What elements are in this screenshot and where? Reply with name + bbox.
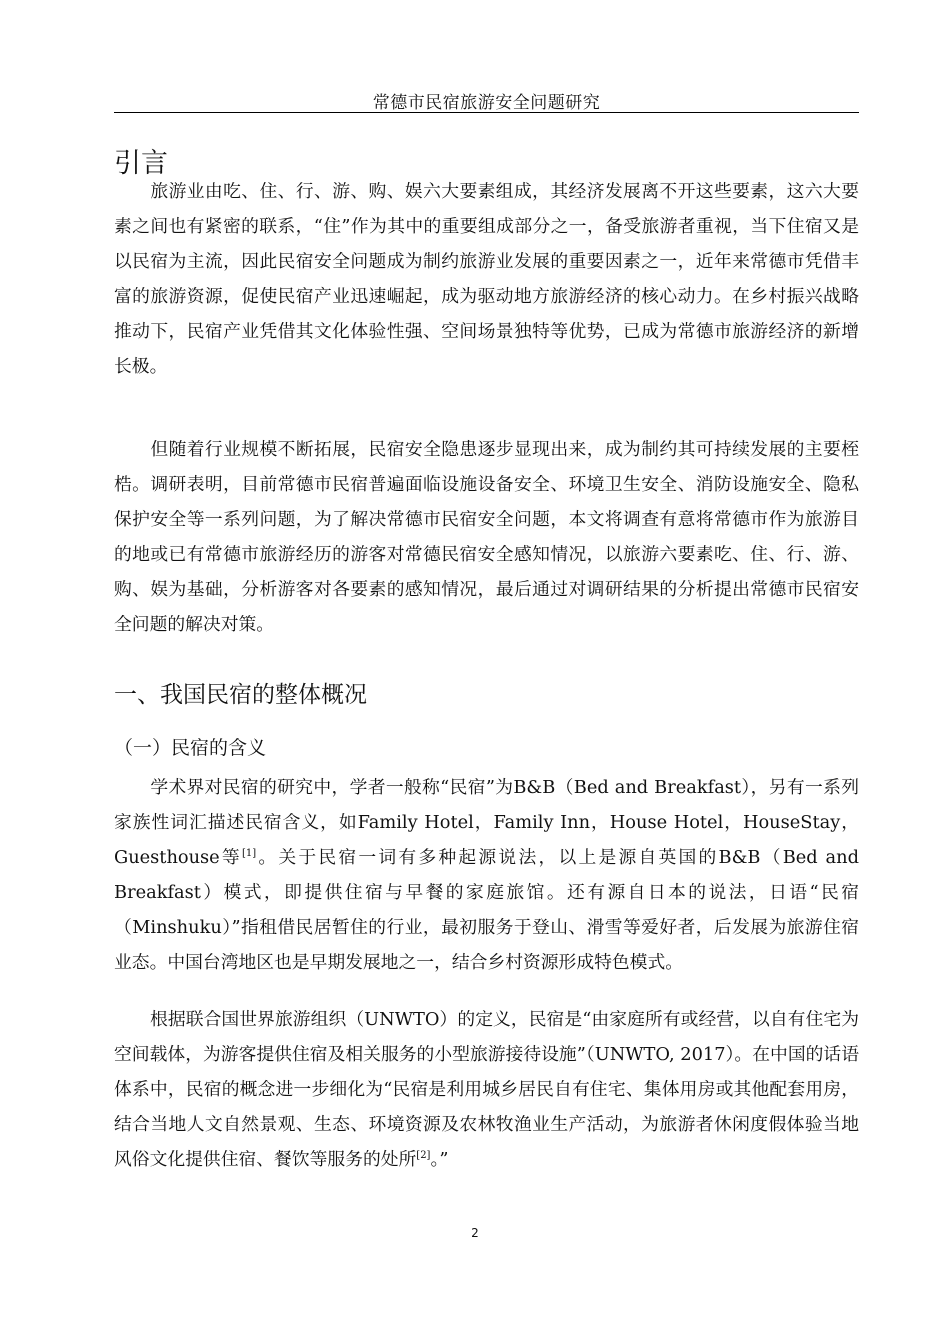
- definition-paragraph-1: [114, 770, 859, 980]
- page-number: 2: [471, 1226, 479, 1240]
- definition-paragraph-1-text: 学术界对民宿的研究中，学者一般称“民宿”为B&B（Bed and Breakfast），另有一系列家族性词汇描述民宿含义，如Family Hotel，Family Inn，House Hotel，HouseStay，Guesthouse等: [114, 777, 859, 868]
- intro-paragraph-2-text: 但随着行业规模不断拓展，民宿安全隐患逐步显现出来，成为制约其可持续发展的主要桎梏。调研表明，目前常德市民宿普遍面临设施设备安全、环境卫生安全、消防设施安全、隐私保护安全等一系列问题，为了解决常德市民宿安全问题，本文将调查有意将常德市作为旅游目的地或已有常德市旅游经历的游客对常德民宿安全感知情况，以旅游六要素吃、住、行、游、购、娱为基础，分析游客对各要素的感知情况，最后通过对调研结果的分析提出常德市民宿安全问题的解决对策。: [114, 439, 859, 635]
- definition-paragraph-2: [114, 1002, 859, 1177]
- intro-paragraph-1: [114, 174, 859, 384]
- intro-paragraph-1-text: 旅游业由吃、住、行、游、购、娱六大要素组成，其经济发展离不开这些要素，这六大要素之间也有紧密的联系，“住”作为其中的重要组成部分之一，备受旅游者重视，当下住宿又是以民宿为主流，因此民宿安全问题成为制约旅游业发展的重要因素之一，近年来常德市凭借丰富的旅游资源，促使民宿产业迅速崛起，成为驱动地方旅游经济的核心动力。在乡村振兴战略推动下，民宿产业凭借其文化体验性强、空间场景独特等优势，已成为常德市旅游经济的新增长极。: [114, 181, 859, 377]
- citation-ref-2: [2]: [416, 1150, 431, 1162]
- citation-ref-1: [1]: [241, 848, 257, 860]
- section-heading: 一、我国民宿的整体概况: [114, 682, 367, 708]
- definition-paragraph-1-cont: 。关于民宿一词有多种起源说法，以上是源自英国的B&B（Bed and Breakfast）模式，即提供住宿与早餐的家庭旅馆。还有源自日本的说法，日语“民宿（Minshuku）”指租借民居暂住的行业，最初服务于登山、滑雪等爱好者，后发展为旅游住宿业态。中国台湾地区也是早期发展地之一，结合乡村资源形成特色模式。: [114, 847, 859, 973]
- page-header: 常德市民宿旅游安全问题研究: [372, 93, 601, 113]
- intro-paragraph-2: [114, 432, 859, 642]
- definition-paragraph-2-cont: 。”: [430, 1149, 449, 1170]
- definition-paragraph-2-text: 根据联合国世界旅游组织（UNWTO）的定义，民宿是“由家庭所有或经营，以自有住宅为空间载体，为游客提供住宿及相关服务的小型旅游接待设施”（UNWTO, 2017）。在中国的话语体系中，民宿的概念进一步细化为“民宿是利用城乡居民自有住宅、集体用房或其他配套用房，结合当地人文自然景观、生态、环境资源及农林牧渔业生产活动，为旅游者休闲度假体验当地风俗文化提供住宿、餐饮等服务的处所: [114, 1009, 859, 1170]
- intro-heading: 引言: [114, 148, 168, 179]
- subsection-heading: （一）民宿的含义: [114, 737, 267, 759]
- header-rule: [114, 112, 859, 113]
